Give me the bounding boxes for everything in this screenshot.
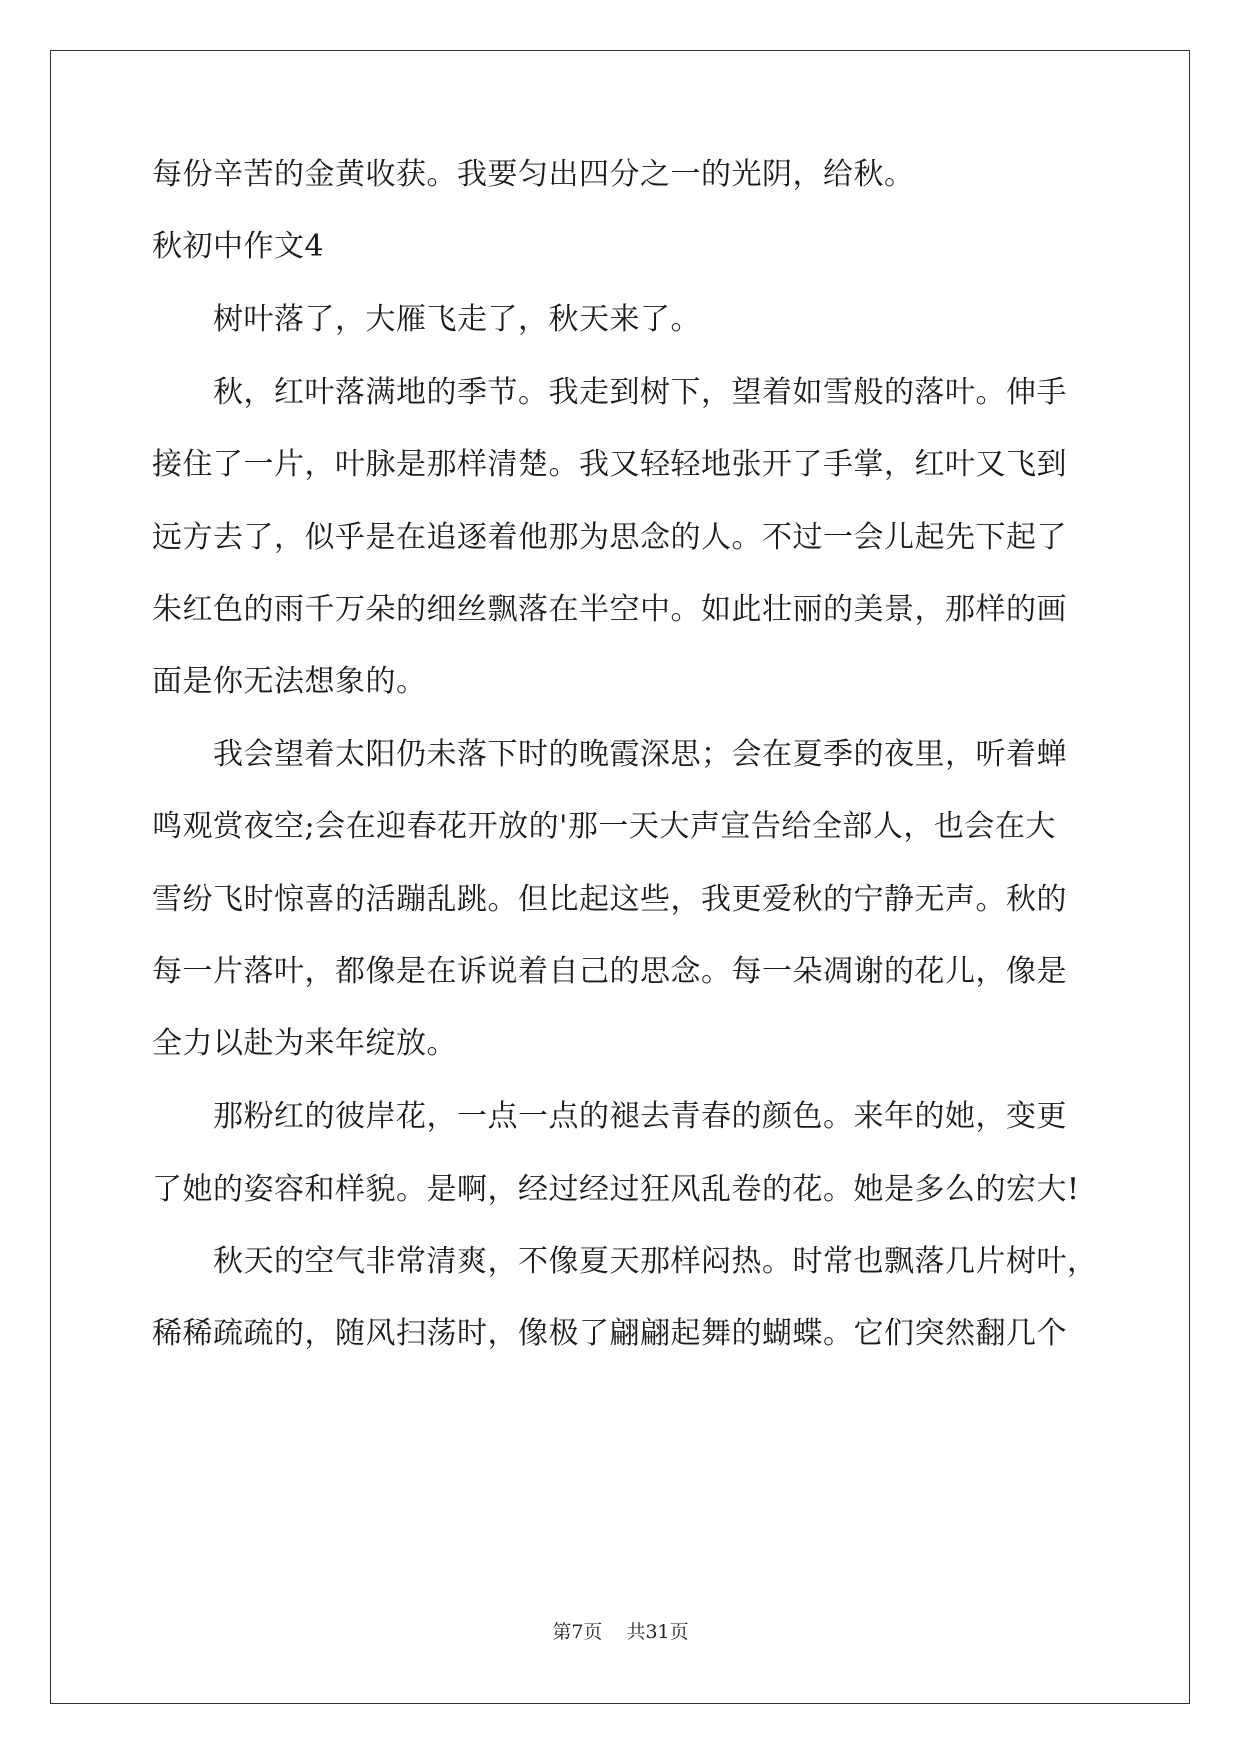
paragraph-line: 秋，红叶落满地的季节。我走到树下，望着如雪般的落叶。伸手 <box>213 375 1067 410</box>
paragraph-line: 那粉红的彼岸花，一点一点的褪去青春的颜色。来年的她，变更 <box>213 1099 1067 1134</box>
text-line: 了她的姿容和样貌。是啊，经过经过狂风乱卷的花。她是多么的宏大! <box>152 1172 1080 1207</box>
text-line: 朱红色的雨千万朵的细丝飘落在半空中。如此壮丽的美景，那样的画 <box>152 592 1067 627</box>
text-line: 每份辛苦的金黄收获。我要匀出四分之一的光阴，给秋。 <box>152 157 915 192</box>
paragraph-line: 秋天的空气非常清爽，不像夏天那样闷热。时常也飘落几片树叶， <box>213 1244 1098 1279</box>
text-line: 每一片落叶，都像是在诉说着自己的思念。每一朵凋谢的花儿，像是 <box>152 954 1067 989</box>
text-line: 全力以赴为来年绽放。 <box>152 1026 457 1061</box>
page-border <box>50 50 1190 1704</box>
text-line: 远方去了，似乎是在追逐着他那为思念的人。不过一会儿起先下起了 <box>152 520 1067 555</box>
paragraph-line: 树叶落了，大雁飞走了，秋天来了。 <box>213 302 701 337</box>
page-number: 第7页 <box>552 1621 603 1643</box>
total-pages: 共31页 <box>626 1621 689 1643</box>
section-heading: 秋初中作文4 <box>152 229 325 264</box>
text-line: 雪纷飞时惊喜的活蹦乱跳。但比起这些，我更爱秋的宁静无声。秋的 <box>152 882 1067 917</box>
text-line: 稀稀疏疏的，随风扫荡时，像极了翩翩起舞的蝴蝶。它们突然翻几个 <box>152 1316 1067 1351</box>
page-footer <box>0 1620 1241 1644</box>
text-line: 面是你无法想象的。 <box>152 664 427 699</box>
paragraph-line: 我会望着太阳仍未落下时的晚霞深思；会在夏季的夜里，听着蝉 <box>213 737 1067 772</box>
text-line: 接住了一片，叶脉是那样清楚。我又轻轻地张开了手掌，红叶又飞到 <box>152 447 1067 482</box>
text-line: 鸣观赏夜空;会在迎春花开放的'那一天大声宣告给全部人，也会在大 <box>152 809 1056 844</box>
